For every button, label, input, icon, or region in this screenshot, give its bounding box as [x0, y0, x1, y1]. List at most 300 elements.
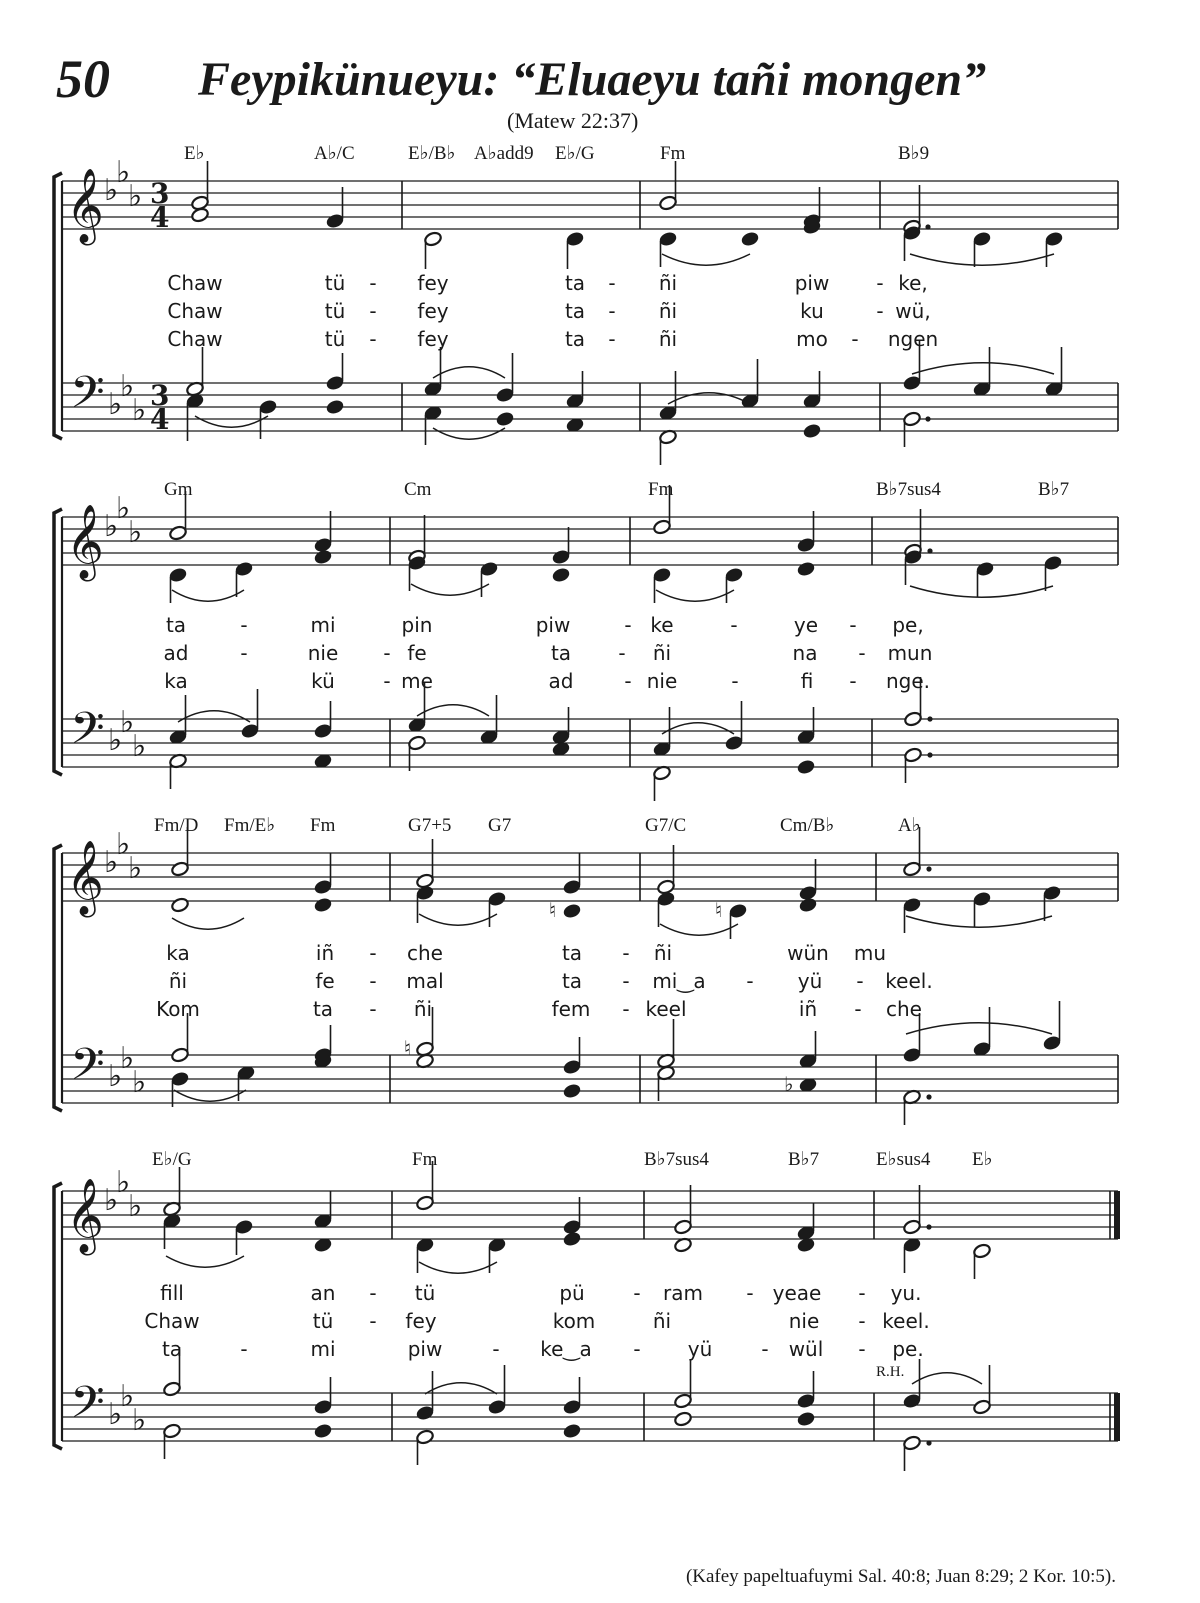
lyric-syllable: tü	[324, 271, 346, 295]
slur	[906, 1023, 1052, 1034]
flat-icon: ♭	[116, 1165, 131, 1200]
note-head	[902, 1393, 921, 1409]
scripture-reference: (Matew 22:37)	[507, 108, 639, 133]
lyric-syllable: wün	[787, 941, 829, 965]
lyric-syllable: ram	[663, 1281, 703, 1305]
lyric-syllable: tü	[312, 1309, 334, 1333]
lyric-hyphen: -	[622, 941, 630, 965]
chord-symbol: Fm/D	[154, 815, 199, 836]
note-head	[190, 207, 209, 223]
note-head	[162, 1423, 181, 1439]
lyric-syllable: ngen	[887, 327, 939, 351]
flat-icon: ♭	[104, 173, 119, 208]
lyric-syllable: ke‿a	[540, 1337, 592, 1361]
note-head	[673, 1411, 692, 1427]
hymn-title: Feypikünueyu: “Eluaeyu tañi mongen”	[198, 53, 987, 106]
note-head	[902, 411, 921, 427]
note-head	[724, 735, 743, 751]
note-head	[975, 561, 994, 577]
lyric-syllable: keel.	[882, 1309, 930, 1333]
lyric-syllable: ñi	[658, 271, 678, 295]
note-head	[902, 1435, 921, 1451]
flat-icon: ♭	[104, 1183, 119, 1218]
lyric-hyphen: -	[854, 997, 862, 1021]
chord-symbol: Fm	[310, 815, 336, 836]
note-head	[798, 897, 817, 913]
note-head	[551, 567, 570, 583]
lyric-syllable: nge.	[885, 669, 931, 693]
lyric-syllable: ñi	[652, 641, 672, 665]
chord-symbol: B♭7	[1038, 479, 1070, 500]
note-head	[234, 561, 253, 577]
note-head	[325, 213, 344, 229]
flat-icon: ♭	[120, 1379, 135, 1414]
bass-clef-icon: 𝄢	[70, 1038, 105, 1101]
lyric-syllable: ta	[561, 969, 583, 993]
note-head	[313, 1399, 332, 1415]
flat-icon: ♭	[108, 387, 123, 422]
system-bracket	[54, 845, 62, 1111]
augmentation-dot	[927, 716, 932, 721]
bass-clef-icon: 𝄢	[70, 1376, 105, 1439]
slur	[662, 254, 750, 265]
slur	[660, 924, 738, 935]
augmentation-dot	[927, 752, 932, 757]
lyric-syllable: fey	[417, 271, 449, 295]
lyric-syllable: ka	[166, 941, 190, 965]
note-head	[487, 1399, 506, 1415]
chord-symbol: B♭9	[898, 143, 930, 164]
lyric-syllable: nie	[788, 1309, 820, 1333]
flat-icon: ♭	[132, 729, 147, 764]
note-head	[170, 1047, 189, 1063]
lyric-syllable: ta	[312, 997, 334, 1021]
slur	[656, 590, 734, 601]
augmentation-dot	[926, 1224, 931, 1229]
slur	[912, 363, 1054, 374]
note-head	[562, 1059, 581, 1075]
note-head	[562, 879, 581, 895]
note-head	[313, 879, 332, 895]
lyric-hyphen: -	[746, 1281, 754, 1305]
lyric-hyphen: -	[761, 1337, 769, 1361]
note-head	[313, 723, 332, 739]
note-head	[972, 231, 991, 247]
lyric-syllable: pü	[559, 1281, 585, 1305]
chord-symbol: Fm	[648, 479, 674, 500]
treble-clef-icon: 𝄞	[66, 841, 104, 915]
hymn-number: 50	[56, 49, 110, 109]
flat-icon: ♭	[104, 509, 119, 544]
slur	[425, 1383, 497, 1394]
note-head	[796, 1393, 815, 1409]
slur	[912, 1373, 982, 1384]
lyric-hyphen: -	[240, 641, 248, 665]
right-hand-marking: R.H.	[876, 1364, 905, 1380]
note-head	[728, 903, 747, 919]
note-head	[902, 897, 921, 913]
time-signature-bottom: 4	[150, 403, 170, 436]
slur	[906, 916, 1052, 927]
flat-icon: ♭	[108, 1397, 123, 1432]
note-head	[234, 1219, 253, 1235]
lyric-syllable: yü	[687, 1337, 713, 1361]
lyric-hyphen: -	[731, 669, 739, 693]
lyric-hyphen: -	[608, 299, 616, 323]
system-bracket	[54, 509, 62, 775]
lyric-hyphen: -	[240, 613, 248, 637]
flat-icon: ♭	[128, 179, 143, 214]
note-head	[168, 567, 187, 583]
lyric-syllable: yu.	[890, 1281, 922, 1305]
note-head	[495, 387, 514, 403]
chord-symbol: A♭add9	[474, 143, 534, 164]
lyric-syllable: piw	[407, 1337, 443, 1361]
note-head	[562, 903, 581, 919]
lyric-hyphen: -	[858, 1281, 866, 1305]
note-head	[1042, 1035, 1061, 1051]
lyric-syllable: nie	[646, 669, 678, 693]
natural-icon: ♮	[404, 1036, 412, 1060]
slur	[419, 1262, 497, 1273]
chord-symbol: E♭sus4	[876, 1149, 931, 1170]
chord-symbol: G7	[488, 815, 512, 836]
lyric-hyphen: -	[876, 271, 884, 295]
augmentation-dot	[926, 1094, 931, 1099]
augmentation-dot	[925, 416, 930, 421]
note-head	[258, 399, 277, 415]
chord-symbol: G7+5	[408, 815, 452, 836]
time-signature-top: 3	[150, 379, 170, 412]
note-head	[972, 1399, 991, 1415]
lyric-syllable: wül	[788, 1337, 824, 1361]
lyric-syllable: mi‿a	[652, 969, 706, 993]
slur	[419, 914, 497, 925]
note-head	[562, 1231, 581, 1247]
augmentation-dot	[927, 548, 932, 553]
lyric-syllable: ñi	[168, 969, 188, 993]
note-head	[652, 519, 671, 535]
lyric-hyphen: -	[369, 941, 377, 965]
bass-clef-icon: 𝄢	[70, 366, 105, 429]
lyric-syllable: che	[407, 941, 443, 965]
lyric-syllable: mu	[853, 941, 887, 965]
flat-icon: ♭	[120, 369, 135, 404]
note-head	[656, 891, 675, 907]
lyric-hyphen: -	[851, 327, 859, 351]
note-head	[1044, 231, 1063, 247]
footnote: (Kafey papeltuafuymi Sal. 40:8; Juan 8:29; 2 Kor. 10:5).	[685, 1566, 1116, 1587]
treble-clef-icon: 𝄞	[66, 1179, 104, 1253]
lyric-syllable: an	[310, 1281, 336, 1305]
lyric-syllable: ta	[564, 299, 586, 323]
system-bracket	[54, 1183, 62, 1449]
augmentation-dot	[925, 224, 930, 229]
lyric-hyphen: -	[369, 271, 377, 295]
time-signature-bottom: 4	[150, 201, 170, 234]
note-head	[325, 375, 344, 391]
flat-icon: ♭	[104, 845, 119, 880]
lyric-hyphen: -	[849, 669, 857, 693]
note-head	[495, 411, 514, 427]
lyric-syllable: keel.	[885, 969, 933, 993]
lyric-syllable: keel	[645, 997, 687, 1021]
note-head	[170, 861, 189, 877]
flat-icon: ♭	[120, 1041, 135, 1076]
natural-icon: ♮	[715, 898, 723, 922]
lyric-syllable: ta	[550, 641, 572, 665]
lyric-syllable: pe.	[892, 1337, 924, 1361]
flat-icon: ♭	[128, 1189, 143, 1224]
chord-symbol: Gm	[164, 479, 193, 500]
lyric-syllable: fem	[551, 997, 591, 1021]
lyric-syllable: na	[792, 641, 818, 665]
note-head	[1043, 555, 1062, 571]
note-head	[415, 1429, 434, 1445]
lyric-syllable: Chaw	[144, 1309, 200, 1333]
note-head	[796, 537, 815, 553]
lyric-syllable: kom	[552, 1309, 596, 1333]
note-head	[902, 1047, 921, 1063]
lyric-syllable: ad	[548, 669, 574, 693]
lyric-hyphen: -	[622, 997, 630, 1021]
lyric-syllable: nie	[307, 641, 339, 665]
note-head	[415, 1405, 434, 1421]
chord-symbol: Fm	[412, 1149, 438, 1170]
chord-symbol: E♭	[972, 1149, 993, 1170]
note-head	[652, 567, 671, 583]
slur	[910, 586, 1053, 597]
note-head	[673, 1393, 692, 1409]
lyric-syllable: ñi	[652, 1309, 672, 1333]
slur	[174, 1090, 246, 1101]
chord-symbol: E♭	[184, 143, 205, 164]
flat-icon: ♭	[120, 705, 135, 740]
lyric-hyphen: -	[492, 1337, 500, 1361]
lyric-syllable: fey	[417, 327, 449, 351]
note-head	[415, 1195, 434, 1211]
lyric-syllable: ta	[564, 271, 586, 295]
note-head	[658, 231, 677, 247]
lyric-syllable: che	[886, 997, 922, 1021]
lyric-syllable: wü,	[895, 299, 931, 323]
lyric-hyphen: -	[622, 969, 630, 993]
note-head	[1042, 885, 1061, 901]
slur	[433, 367, 505, 378]
lyric-hyphen: -	[608, 327, 616, 351]
lyric-hyphen: -	[369, 997, 377, 1021]
lyric-syllable: ñi	[658, 327, 678, 351]
note-head	[658, 195, 677, 211]
lyric-hyphen: -	[369, 327, 377, 351]
lyric-hyphen: -	[856, 969, 864, 993]
system-bracket	[54, 173, 62, 439]
note-head	[313, 549, 332, 565]
note-head	[902, 1219, 921, 1235]
lyric-hyphen: -	[633, 1281, 641, 1305]
lyric-syllable: yü	[797, 969, 823, 993]
lyric-syllable: tü	[324, 327, 346, 351]
bass-clef-icon: 𝄢	[70, 702, 105, 765]
slur	[433, 428, 505, 439]
lyric-syllable: Kom	[156, 997, 200, 1021]
flat-icon: ♭	[132, 1403, 147, 1438]
flat-icon: ♭	[108, 1059, 123, 1094]
chord-symbol: A♭	[898, 815, 921, 836]
note-head	[903, 711, 922, 727]
lyric-hyphen: -	[369, 299, 377, 323]
flat-icon: ♭	[132, 393, 147, 428]
slur	[417, 705, 489, 716]
chord-symbol: Cm/B♭	[780, 815, 835, 836]
lyric-hyphen: -	[858, 641, 866, 665]
note-head	[972, 1243, 991, 1259]
lyric-syllable: mo	[796, 327, 828, 351]
lyric-syllable: ñi	[653, 941, 673, 965]
lyric-hyphen: -	[730, 613, 738, 637]
lyric-syllable: ta	[161, 1337, 183, 1361]
lyric-syllable: Chaw	[167, 299, 223, 323]
flat-icon: ♭	[128, 515, 143, 550]
chord-symbol: E♭/G	[152, 1149, 192, 1170]
lyric-syllable: mun	[887, 641, 933, 665]
lyric-syllable: ta	[165, 613, 187, 637]
lyric-syllable: ad	[163, 641, 189, 665]
note-head	[724, 567, 743, 583]
chord-symbol: Fm	[660, 143, 686, 164]
chord-symbol: B♭7sus4	[644, 1149, 709, 1170]
lyric-syllable: fe	[315, 969, 335, 993]
slur	[166, 1256, 244, 1267]
lyric-syllable: ta	[561, 941, 583, 965]
note-head	[673, 1219, 692, 1235]
lyric-hyphen: -	[240, 1337, 248, 1361]
lyric-hyphen: -	[624, 669, 632, 693]
note-head	[407, 735, 426, 751]
flat-icon: ♭	[116, 155, 131, 190]
lyric-hyphen: -	[746, 969, 754, 993]
slur	[172, 918, 244, 929]
note-head	[565, 231, 584, 247]
note-head	[479, 561, 498, 577]
lyric-hyphen: -	[633, 1337, 641, 1361]
note-head	[902, 375, 921, 391]
chord-symbol: E♭/B♭	[408, 143, 456, 164]
lyric-syllable: tü	[414, 1281, 436, 1305]
note-head	[423, 231, 442, 247]
note-head	[796, 1411, 815, 1427]
chord-symbol: E♭/G	[555, 143, 595, 164]
flat-icon: ♭	[116, 491, 131, 526]
lyric-syllable: piw	[794, 271, 830, 295]
lyric-syllable: me	[401, 669, 433, 693]
note-head	[562, 1083, 581, 1099]
chord-symbol: Fm/E♭	[224, 815, 276, 836]
note-head	[325, 399, 344, 415]
lyric-hyphen: -	[608, 271, 616, 295]
lyric-hyphen: -	[618, 641, 626, 665]
slur	[662, 723, 734, 734]
flat-icon: ♭	[132, 1065, 147, 1100]
note-head	[240, 723, 259, 739]
lyric-hyphen: -	[369, 969, 377, 993]
augmentation-dot	[926, 866, 931, 871]
lyric-hyphen: -	[369, 1281, 377, 1305]
note-head	[170, 897, 189, 913]
note-head	[796, 561, 815, 577]
note-head	[903, 747, 922, 763]
note-head	[487, 891, 506, 907]
lyric-syllable: fe	[407, 641, 427, 665]
note-head	[562, 1399, 581, 1415]
lyric-syllable: pe,	[892, 613, 924, 637]
lyric-syllable: tü	[324, 299, 346, 323]
slur	[910, 254, 1054, 265]
lyric-hyphen: -	[383, 669, 391, 693]
lyric-syllable: Chaw	[167, 327, 223, 351]
note-head	[740, 231, 759, 247]
lyric-syllable: ku	[800, 299, 824, 323]
note-head	[313, 897, 332, 913]
note-head	[313, 1423, 332, 1439]
lyric-syllable: fill	[160, 1281, 184, 1305]
lyric-hyphen: -	[369, 1309, 377, 1333]
lyric-syllable: ka	[164, 669, 188, 693]
note-head	[415, 885, 434, 901]
chord-symbol: B♭7	[788, 1149, 820, 1170]
lyric-syllable: mi	[310, 613, 336, 637]
lyric-syllable: ke	[650, 613, 674, 637]
lyric-syllable: iñ	[798, 997, 818, 1021]
lyric-hyphen: -	[624, 613, 632, 637]
flat-icon: ♭	[128, 851, 143, 886]
note-head	[162, 1381, 181, 1397]
flat-icon: ♭	[108, 723, 123, 758]
lyric-hyphen: -	[858, 1309, 866, 1333]
chord-symbol: G7/C	[645, 815, 687, 836]
natural-icon: ♮	[549, 898, 557, 922]
lyric-hyphen: -	[858, 1337, 866, 1361]
note-head	[796, 759, 815, 775]
augmentation-dot	[926, 1440, 931, 1445]
lyric-syllable: piw	[535, 613, 571, 637]
chord-symbol: B♭7sus4	[876, 479, 941, 500]
lyric-hyphen: -	[383, 641, 391, 665]
flat-icon: ♭	[784, 1072, 794, 1096]
lyric-syllable: mal	[406, 969, 444, 993]
lyric-syllable: kü	[311, 669, 335, 693]
slur	[411, 584, 489, 595]
note-head	[170, 1071, 189, 1087]
lyric-syllable: ta	[564, 327, 586, 351]
lyric-syllable: ke,	[898, 271, 928, 295]
note-head	[972, 891, 991, 907]
slur	[195, 416, 268, 427]
time-signature-top: 3	[150, 177, 170, 210]
lyric-syllable: pin	[401, 613, 433, 637]
lyric-syllable: mi	[310, 1337, 336, 1361]
lyric-hyphen: -	[849, 613, 857, 637]
lyric-hyphen: -	[876, 299, 884, 323]
chord-symbol: A♭/C	[314, 143, 355, 164]
lyric-syllable: yeae	[772, 1281, 822, 1305]
note-head	[802, 423, 821, 439]
lyric-syllable: ye	[793, 613, 819, 637]
lyric-syllable: iñ	[315, 941, 335, 965]
note-head	[551, 549, 570, 565]
lyric-syllable: Chaw	[167, 271, 223, 295]
slur	[178, 711, 250, 722]
